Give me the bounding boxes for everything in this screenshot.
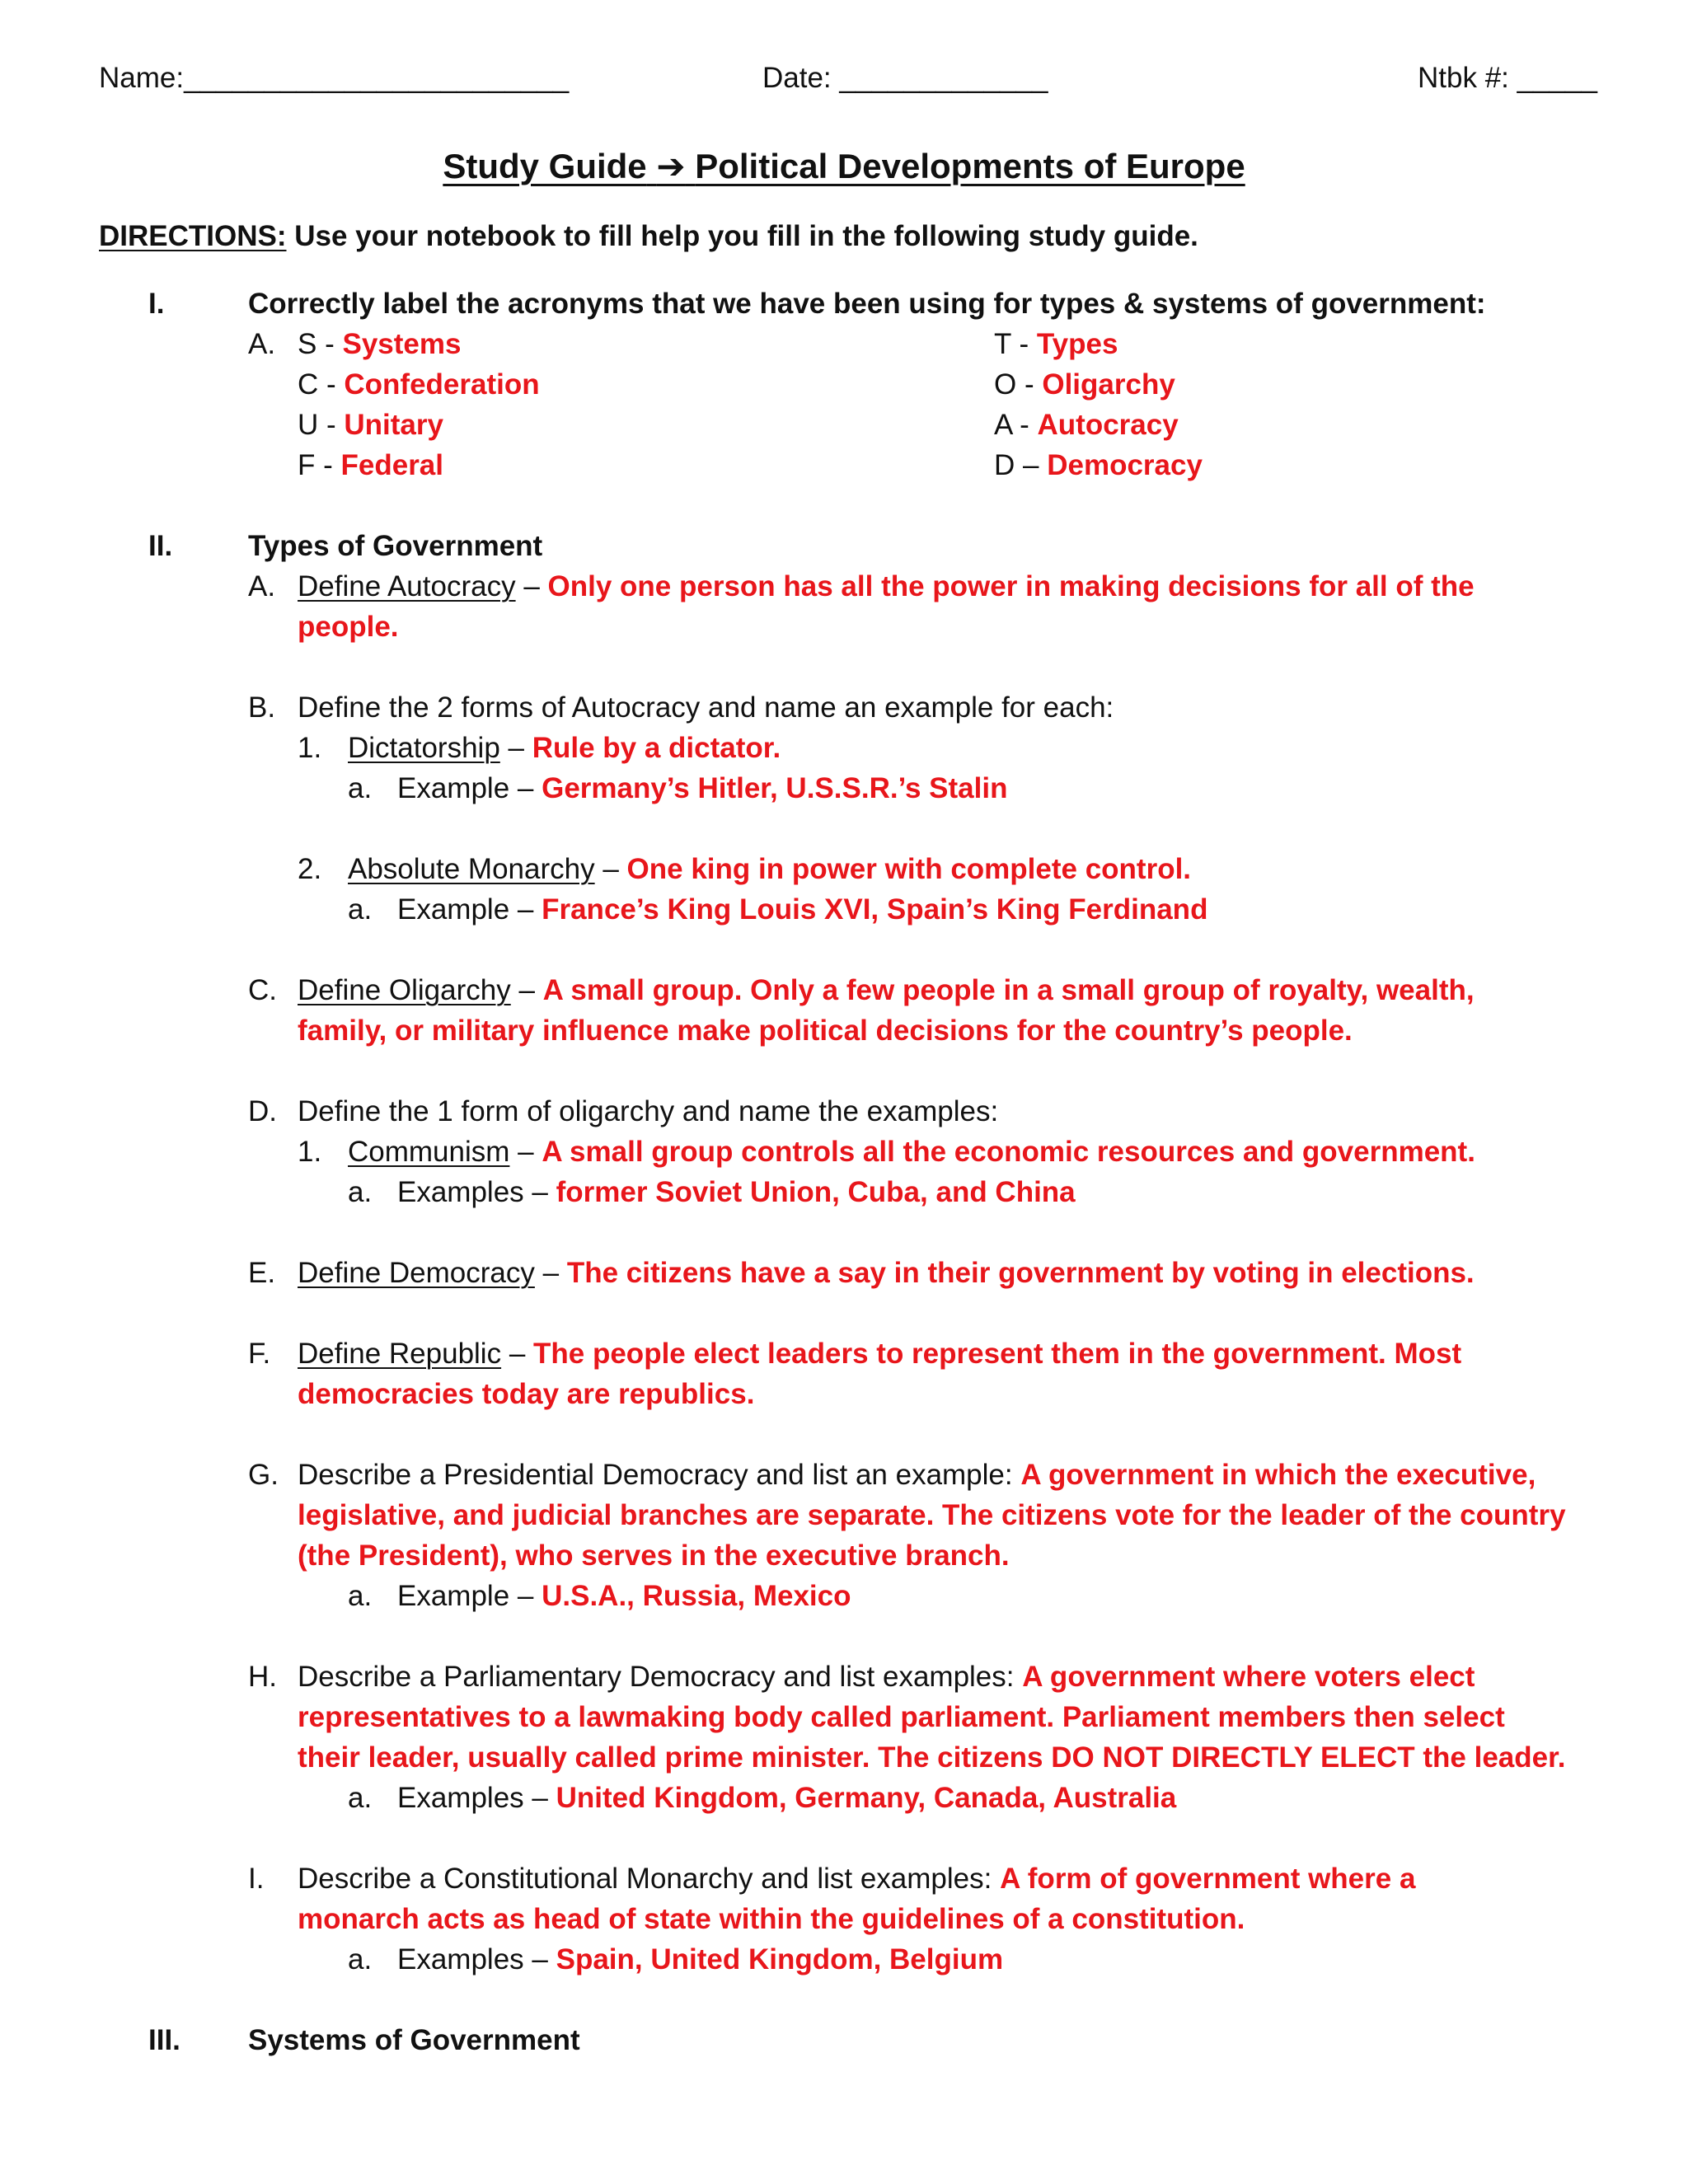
item-g-letter: G.: [248, 1459, 279, 1491]
item-c-letter: C.: [248, 974, 277, 1006]
section-1-heading: Correctly label the acronyms that we have been using for types & systems of government:: [248, 288, 1486, 320]
section-1-letter: A.: [248, 328, 276, 360]
item-ga-example: Example – U.S.A., Russia, Mexico: [397, 1580, 851, 1612]
acronym-left-3: U - Unitary: [298, 409, 443, 441]
item-b2-num: 2.: [298, 853, 322, 885]
item-h-letter: H.: [248, 1661, 277, 1693]
item-d1a-examples: Examples – former Soviet Union, Cuba, and China: [397, 1176, 1076, 1208]
item-b-letter: B.: [248, 691, 276, 724]
acronym-left-4: F - Federal: [298, 449, 443, 481]
item-b1-num: 1.: [298, 732, 322, 764]
item-b-prompt: Define the 2 forms of Autocracy and name an example for each:: [298, 691, 1114, 724]
directions-label: DIRECTIONS:: [99, 220, 287, 252]
item-b2a-example: Example – France’s King Louis XVI, Spain’s King Ferdinand: [397, 893, 1208, 926]
item-ia-examples: Examples – Spain, United Kingdom, Belgium: [397, 1943, 1004, 1975]
ntbk-blank: _____: [1517, 62, 1597, 94]
item-ha-examples: Examples – United Kingdom, Germany, Canada, Australia: [397, 1782, 1177, 1814]
item-g-presidential-democracy: Describe a Presidential Democracy and list an example: A government in which the executive, legislative, and judicial branches are separate. The citizens vote for the leader of the country (the President), who serves in the executive branch.: [298, 1459, 1566, 1572]
item-a-letter: A.: [248, 570, 276, 602]
item-i-letter: I.: [248, 1863, 265, 1895]
title-left: Study Guide: [443, 147, 647, 185]
item-c-oligarchy: Define Oligarchy – A small group. Only a few people in a small group of royalty, wealth, family, or military influence make political decisions for the country’s people.: [298, 974, 1475, 1047]
item-b1a-example: Example – Germany’s Hitler, U.S.S.R.’s Stalin: [397, 772, 1008, 804]
item-ga-letter: a.: [348, 1580, 373, 1612]
section-2-numeral: II.: [148, 530, 173, 562]
item-b2-absolute-monarchy: Absolute Monarchy – One king in power with complete control.: [348, 853, 1192, 885]
page-title: [0, 142, 1688, 191]
date-field: [762, 58, 1048, 98]
item-d1-communism: Communism – A small group controls all the economic resources and government.: [348, 1136, 1475, 1168]
date-label: Date:: [762, 62, 832, 94]
item-e-democracy: Define Democracy – The citizens have a say in their government by voting in elections.: [298, 1257, 1475, 1289]
acronym-left-1: S - Systems: [298, 328, 462, 360]
item-d1-num: 1.: [298, 1136, 322, 1168]
item-ia-letter: a.: [348, 1943, 373, 1975]
arrow-icon: ➔: [656, 147, 686, 185]
section-1-numeral: I.: [148, 288, 165, 320]
item-f-republic: Define Republic – The people elect leaders to represent them in the government. Most democracies today are republics.: [298, 1338, 1462, 1410]
directions: [99, 216, 1198, 256]
acronym-right-4: D – Democracy: [994, 449, 1203, 481]
item-d-letter: D.: [248, 1095, 277, 1127]
name-blank: ________________________: [184, 62, 570, 94]
item-a-autocracy: Define Autocracy – Only one person has all the power in making decisions for all of the people.: [298, 570, 1475, 643]
directions-text: Use your notebook to fill help you fill in the following study guide.: [294, 220, 1198, 252]
notebook-number-field: [1418, 58, 1597, 98]
item-b1-dictatorship: Dictatorship – Rule by a dictator.: [348, 732, 781, 764]
section-2-heading: Types of Government: [248, 530, 543, 562]
acronym-right-3: A - Autocracy: [994, 409, 1179, 441]
acronym-left-2: C - Confederation: [298, 368, 540, 401]
section-3-heading: Systems of Government: [248, 2024, 580, 2056]
item-d-prompt: Define the 1 form of oligarchy and name the examples:: [298, 1095, 999, 1127]
item-b2a-letter: a.: [348, 893, 373, 926]
item-i-constitutional-monarchy: Describe a Constitutional Monarchy and list examples: A form of government where a monarch acts as head of state within the guidelines of a constitution.: [298, 1863, 1416, 1935]
acronym-right-1: T - Types: [994, 328, 1118, 360]
item-e-letter: E.: [248, 1257, 276, 1289]
item-f-letter: F.: [248, 1338, 271, 1370]
name-field: [99, 58, 569, 98]
item-b1a-letter: a.: [348, 772, 373, 804]
name-label: Name:: [99, 62, 185, 94]
date-blank: _____________: [839, 62, 1048, 94]
item-h-parliamentary-democracy: Describe a Parliamentary Democracy and list examples: A government where voters elect representatives to a lawmaking body called parliament. Parliament members then select their leader, usually called prime minister. The citizens DO NOT DIRECTLY ELECT the leader.: [298, 1661, 1566, 1774]
acronym-right-2: O - Oligarchy: [994, 368, 1175, 401]
item-d1a-letter: a.: [348, 1176, 373, 1208]
ntbk-label: Ntbk #:: [1418, 62, 1509, 94]
item-ha-letter: a.: [348, 1782, 373, 1814]
section-3-numeral: III.: [148, 2024, 181, 2056]
title-right: Political Developments of Europe: [695, 147, 1245, 185]
